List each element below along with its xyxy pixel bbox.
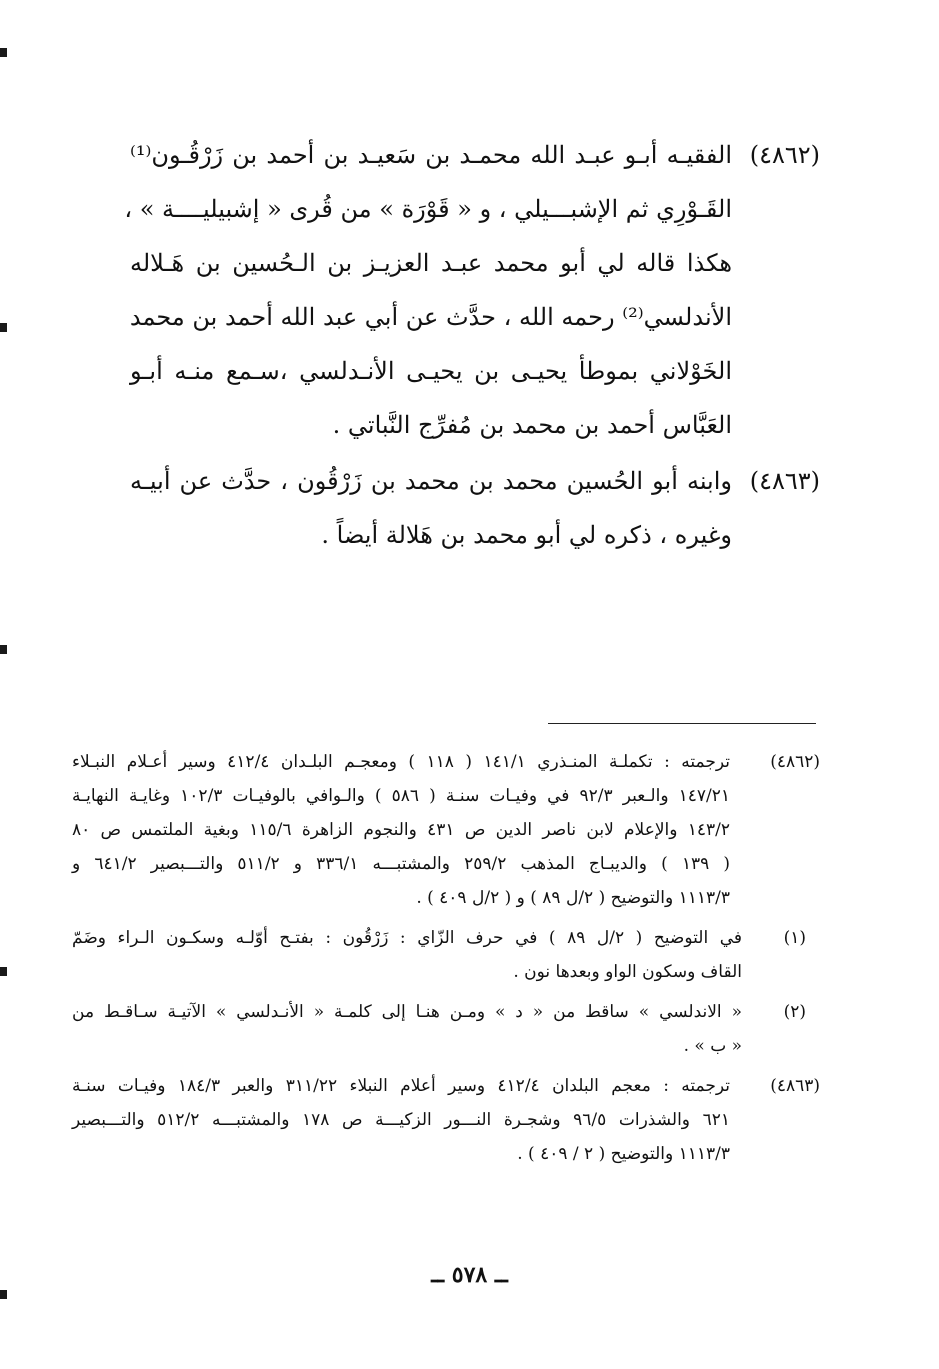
footnote-line: ١١١٣/٣ والتوضيح ( ٢/ل ٨٩ ) و ( ٢/ل ٤٠٩ ) . [416,888,730,908]
footnote-line: « ب » . [683,1036,742,1056]
footnote-line: ١١١٣/٣ والتوضيح ( ٢ / ٤٠٩ ) . [517,1144,730,1164]
entry-line: هكذا قاله لي أبو محمد عبـد العزيـز بن الـحُسين بن هَـلاله [130,249,732,277]
footnote-line: ( ١٣٩ ) والديبـاج المذهب ٢٥٩/٢ والمشتبـــه ٣٣٦/١ و ٥١١/٢ والتـــبصير ٦٤١/٢ و [72,854,730,874]
entry-line: العَبَّاس أحمد بن محمد بن مُفرِّج النَّباتي . [332,411,732,439]
scan-mark [0,323,7,332]
footnote-line: ترجمته : معجم البلدان ٤١٢/٤ وسير أعلام النبلاء ٣١١/٢٢ والعبر ١٨٤/٣ وفيـات سنـة [72,1076,731,1096]
entry-4862 [124,128,820,452]
page-number: ــ ٥٧٨ ــ [431,1262,508,1288]
scan-mark [0,967,7,976]
entry-line: الخَوْلاني بموطأ يحيـى بن يحيـى الأنـدلسي ،سـمع منـه أبـو [130,357,732,385]
footnote-line: « الاندلسي » ساقط من « د » ومـن هنـا إلى كلمـة « الأنـدلسي » الآتيـة سـاقـط من [72,1002,742,1022]
scan-mark [0,1290,7,1299]
entry-line: وابنه أبو الحُسين محمد بن محمد بن زَرْقُون ، حدَّث عن أبيـه [130,467,732,495]
footnote-number: (٤٨٦٢) [770,752,820,772]
footnote-4863 [72,1069,820,1171]
footnote-2 [72,995,820,1063]
footnote-line: ١٤٣/٢ والإعلام لابن ناصر الدين ص ٤٣١ والنجوم الزاهرة ١١٥/٦ وبغية الملتمس ص ٨٠ [72,820,731,840]
footnote-divider [548,723,816,724]
entry-line: وغيره ، ذكره لي أبو محمد بن هَلالة أيضاً . [321,521,732,549]
footnote-line: في التوضيح ( ٢/ل ٨٩ ) في حرف الزّاي : زَرْقُون : بفتـح أوّلـه وسكـون الـراء وضَمّ [72,928,743,948]
entry-line: القَـوْرِي ثم الإشبـــيلي ، و « قَوْرَة » من قُرى « إشبيليــــة » ، [124,195,732,223]
entry-line: الأندلسي⁽²⁾ رحمه الله ، حدَّث عن أبي عبد الله أحمد بن محمد [129,303,732,331]
footnote-number: (١) [783,928,806,948]
scan-mark [0,48,7,57]
entry-number: (٤٨٦٣) [749,467,820,495]
footnote-number: (٢) [783,1002,806,1022]
scan-mark [0,645,7,654]
footnote-line: ١٤٧/٢١ والـعبر ٩٢/٣ في وفيـات سنـة ( ٥٨٦ ) والـوافي بالوفيـات ١٠٢/٣ وغايـة النهايـة [72,786,731,806]
footnote-line: ٦٢١ والشذرات ٩٦/٥ وشجـرة النـــور الزكيـــة ص ١٧٨ والمشتبـــه ٥١٢/٢ والتـــبصير [72,1110,730,1130]
footnote-line: القاف وسكون الواو وبعدها نون . [513,962,742,982]
footnote-1 [72,921,820,989]
footnote-4862 [72,745,820,915]
footnote-number: (٤٨٦٣) [770,1076,820,1096]
entry-number: (٤٨٦٢) [749,141,820,169]
entry-4863 [130,454,820,562]
entry-line: الفقيـه أبـو عبـد الله محمـد بن سَعيـد بن أحمد بن زَرْقُـون⁽¹⁾ [130,141,732,169]
footnotes [72,745,820,1177]
main-text [124,128,820,564]
footnote-line: ترجمته : تكملـة المنـذري ١٤١/١ ( ١١٨ ) ومعجـم البلـدان ٤١٢/٤ وسير أعـلام النبـلاء [72,752,730,772]
